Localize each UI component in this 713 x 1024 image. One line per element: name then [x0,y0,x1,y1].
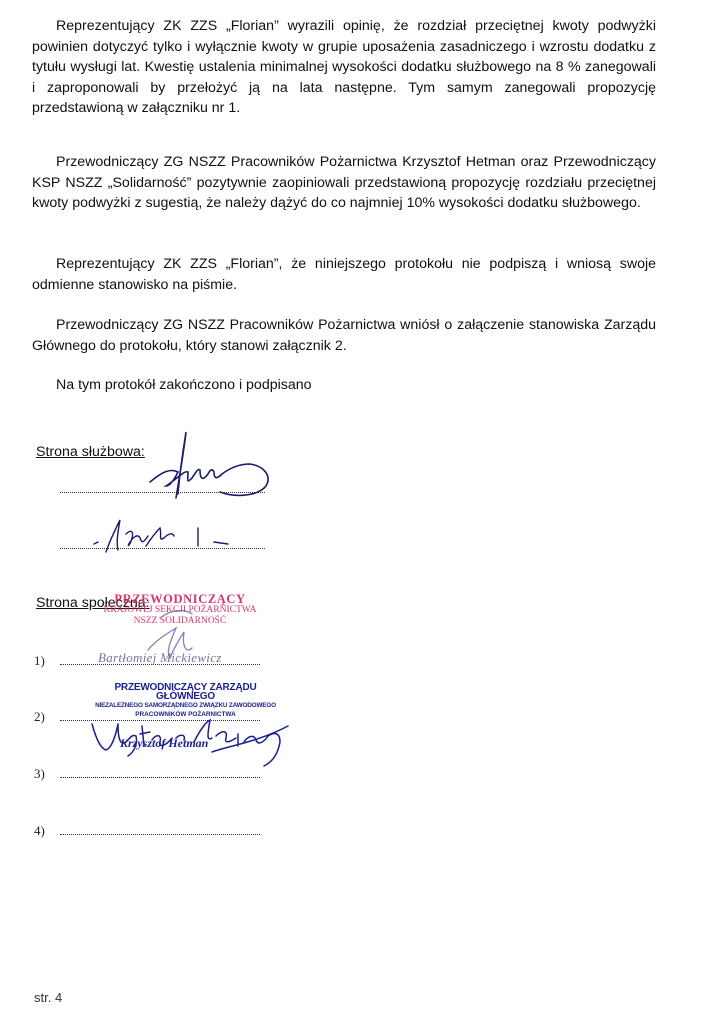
signer-name-1: Bartłomiej Mickiewicz [98,650,222,665]
zg-nszz-stamp-line-1: PRZEWODNICZĄCY ZARZĄDU GŁÓWNEGO [114,682,257,702]
solidarnosc-stamp-line-2: KRAJOWEJ SEKCJI POŻARNICTWA [103,605,257,615]
paragraph-refusal-to-sign: Reprezentujący ZK ZZS „Florian”, że niniejszego protokołu nie podpiszą i wniosą swoje odmienne stanowisko na piśmie. [32,256,656,293]
paragraph-florian-opinion: Reprezentujący ZK ZZS „Florian” wyrazili opinię, że rozdział przeciętnej kwoty podwyżki powinien dotyczyć tylko i wyłącznie kwoty w grupie uposażenia zasadniczego i wzrostu dodatku z tytułu wysługi lat. Kwestię ustalenia minimalnej wysokości dodatku służbowego na 8 % zanegowali i zaproponowali by przełożyć ją na lata następne. Tym samym zanegowali propozycję przedstawioną w załączniku nr 1. [32,18,656,116]
row-number: 2) [34,709,45,724]
official-signature-line-2 [60,548,265,549]
solidarnosc-stamp-line-3: NSZZ SOLIDARNOŚĆ [133,616,227,626]
social-side-label: Strona społeczna: [36,595,150,611]
signature-dotted-line [60,834,260,835]
paragraph-closing: Na tym protokół zakończono i podpisano [56,377,312,393]
official-signature-2 [80,512,240,560]
signature-dotted-line [60,777,260,778]
official-side-label: Strona służbowa: [36,444,145,460]
page-number: str. 4 [34,990,63,1005]
official-signature-1 [140,428,280,508]
paragraph-attachment-request: Przewodniczący ZG NSZZ Pracowników Pożarnictwa wniósł o załączenie stanowiska Zarządu Głównego do protokołu, który stanowi załącznik 2. [32,317,656,354]
social-signature-row-4 [34,823,260,839]
official-signature-line-1 [60,492,265,493]
row-number: 4) [34,823,45,838]
zg-nszz-stamp-name: Krzysztof Hetman [120,736,209,750]
row-number: 1) [34,653,45,668]
zg-nszz-stamp-line-2: NIEZALEŻNEGO SAMORZĄDNEGO ZWIĄZKU ZAWODOWEGO [95,702,276,709]
zg-nszz-stamp-line-3: PRACOWNIKÓW POŻARNICTWA [135,711,236,718]
paragraph-positive-opinion: Przewodniczący ZG NSZZ Pracowników Pożarnictwa Krzysztof Hetman oraz Przewodniczący KSP NSZZ „Solidarność” pozytywnie zaopiniowali przedstawioną propozycję rozdziału przeciętnej kwoty podwyżki z sugestią, że należy dążyć do co najmniej 10% wysokości dodatku służbowego. [32,154,656,211]
social-signature-row-3 [34,766,260,782]
row-number: 3) [34,766,45,781]
solidarnosc-stamp-line-1: PRZEWODNICZĄCY [114,592,246,606]
